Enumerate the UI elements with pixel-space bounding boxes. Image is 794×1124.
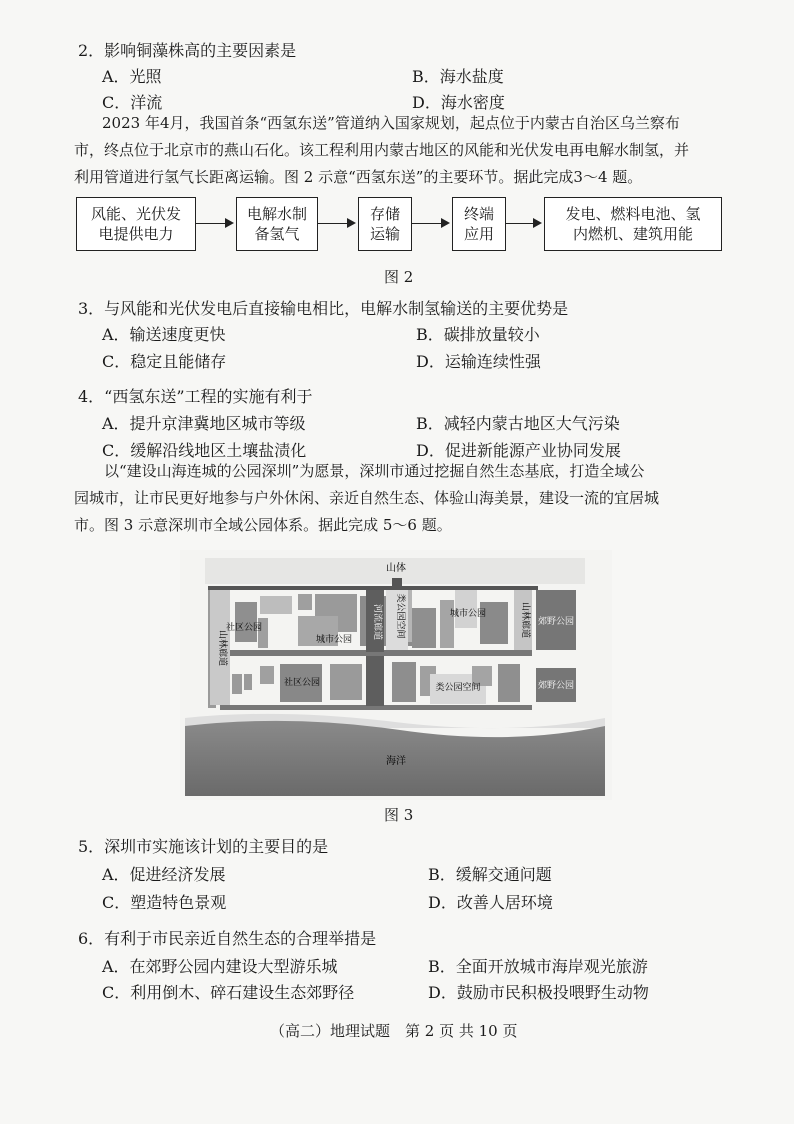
q3-option-b: B．碳排放量较小 <box>416 325 540 344</box>
label-country-park-2: 郊野公园 <box>537 681 575 691</box>
flow-box-electrolysis <box>236 197 318 251</box>
passage1-line1: 2023 年4月，我国首条“西氢东送”管道纳入国家规划，起点位于内蒙古自治区乌兰察布 <box>102 114 680 132</box>
q3-stem: 3．与风能和光伏发电后直接输电相比，电解水制氢输送的主要优势是 <box>78 299 569 318</box>
passage1-line2: 市，终点位于北京市的燕山石化。该工程利用内蒙古地区的风能和光伏发电再电解水制氢，并 <box>74 141 690 159</box>
q4-option-d: D．促进新能源产业协同发展 <box>416 441 621 460</box>
q2-stem: 2．影响铜藻株高的主要因素是 <box>78 41 297 60</box>
passage-shenzhen-parks <box>74 458 724 539</box>
q5-option-b: B．缓解交通问题 <box>428 865 552 884</box>
q4-option-b: B．减轻内蒙古地区大气污染 <box>416 414 620 433</box>
label-forest-corridor-right: 山林廊道 <box>520 601 530 639</box>
passage2-line2: 园城市，让市民更好地参与户外休闲、亲近自然生态、体验山海美景，建设一流的宜居城 <box>74 489 660 507</box>
flow-box-application-line1: 终端 <box>463 205 494 223</box>
q6-option-b: B．全面开放城市海岸观光旅游 <box>428 957 648 976</box>
q6-stem: 6．有利于市民亲近自然生态的合理举措是 <box>78 929 377 948</box>
figure-3-park-map <box>180 550 612 800</box>
flow-arrow-4 <box>506 223 540 224</box>
flow-box-uses <box>544 197 722 251</box>
q4-stem: 4．“西氢东送”工程的实施有利于 <box>78 387 313 406</box>
label-community-park-2: 社区公园 <box>283 678 321 688</box>
flow-box-storage-line1: 存储 <box>369 205 400 223</box>
passage2-line1: 以“建设山海连城的公园深圳”为愿景，深圳市通过挖掘自然生态基底，打造全域公 <box>104 462 645 480</box>
label-city-park: 城市公园 <box>315 635 353 645</box>
q2-option-c: C．洋流 <box>102 93 163 112</box>
page-footer: （高二）地理试题 第 2 页 共 10 页 <box>270 1022 518 1040</box>
label-park-space-bottom: 类公园空间 <box>435 683 481 693</box>
q4-option-c: C．缓解沿线地区土壤盐渍化 <box>102 441 307 460</box>
passage2-line3: 市。图 3 示意深圳市全域公园体系。据此完成 5～6 题。 <box>74 516 452 534</box>
flow-box-power <box>76 197 196 251</box>
label-community-park-1: 社区公园 <box>225 623 263 633</box>
flow-box-electrolysis-line2: 备氢气 <box>254 225 300 243</box>
flow-box-uses-line2: 内燃机、建筑用能 <box>572 225 693 243</box>
q5-option-c: C．塑造特色景观 <box>102 893 227 912</box>
flow-box-application <box>452 197 506 251</box>
label-ocean: 海洋 <box>386 756 406 767</box>
q3-option-a: A．输送速度更快 <box>102 325 226 344</box>
q6-option-c: C．利用倒木、碎石建设生态郊野径 <box>102 983 355 1002</box>
q2-option-d: D．海水密度 <box>412 93 505 112</box>
q3-option-d: D．运输连续性强 <box>416 352 541 371</box>
label-forest-corridor-left: 山林廊道 <box>217 629 227 667</box>
label-river-corridor: 河流廊道 <box>372 603 382 641</box>
flow-arrow-3 <box>412 223 448 224</box>
label-city-park-2: 城市公园 <box>449 609 487 619</box>
figure-3-caption: 图 3 <box>384 806 414 824</box>
flow-box-storage-line2: 运输 <box>369 225 400 243</box>
flow-box-electrolysis-line1: 电解水制 <box>246 205 307 223</box>
q2-option-a: A．光照 <box>102 67 162 86</box>
flow-box-power-line1: 风能、光伏发 <box>90 205 181 223</box>
river-corridor-bottom <box>366 656 384 706</box>
passage-xi-qing-dong-song <box>74 110 724 191</box>
passage1-line3: 利用管道进行氢气长距离运输。图 2 示意“西氢东送”的主要环节。据此完成3～4 题。 <box>74 168 643 186</box>
flow-box-storage <box>358 197 412 251</box>
q6-option-d: D．鼓励市民积极投喂野生动物 <box>428 983 649 1002</box>
flow-box-uses-line1: 发电、燃料电池、氢 <box>565 205 701 223</box>
q5-option-d: D．改善人居环境 <box>428 893 553 912</box>
label-country-park-1: 郊野公园 <box>537 617 575 627</box>
figure-2-caption: 图 2 <box>384 268 414 286</box>
label-mountain: 山体 <box>386 563 406 574</box>
q5-option-a: A．促进经济发展 <box>102 865 226 884</box>
q4-option-a: A．提升京津冀地区城市等级 <box>102 414 306 433</box>
flow-box-power-line2: 电提供电力 <box>98 225 174 243</box>
q6-option-a: A．在郊野公园内建设大型游乐城 <box>102 957 338 976</box>
flow-arrow-2 <box>318 223 354 224</box>
label-park-space-top: 类公园空间 <box>395 593 405 639</box>
flow-box-application-line2: 应用 <box>463 225 494 243</box>
q2-option-b: B．海水盐度 <box>412 67 504 86</box>
flow-arrow-1 <box>196 223 232 224</box>
q3-option-c: C．稳定且能储存 <box>102 352 227 371</box>
q5-stem: 5．深圳市实施该计划的主要目的是 <box>78 837 329 856</box>
